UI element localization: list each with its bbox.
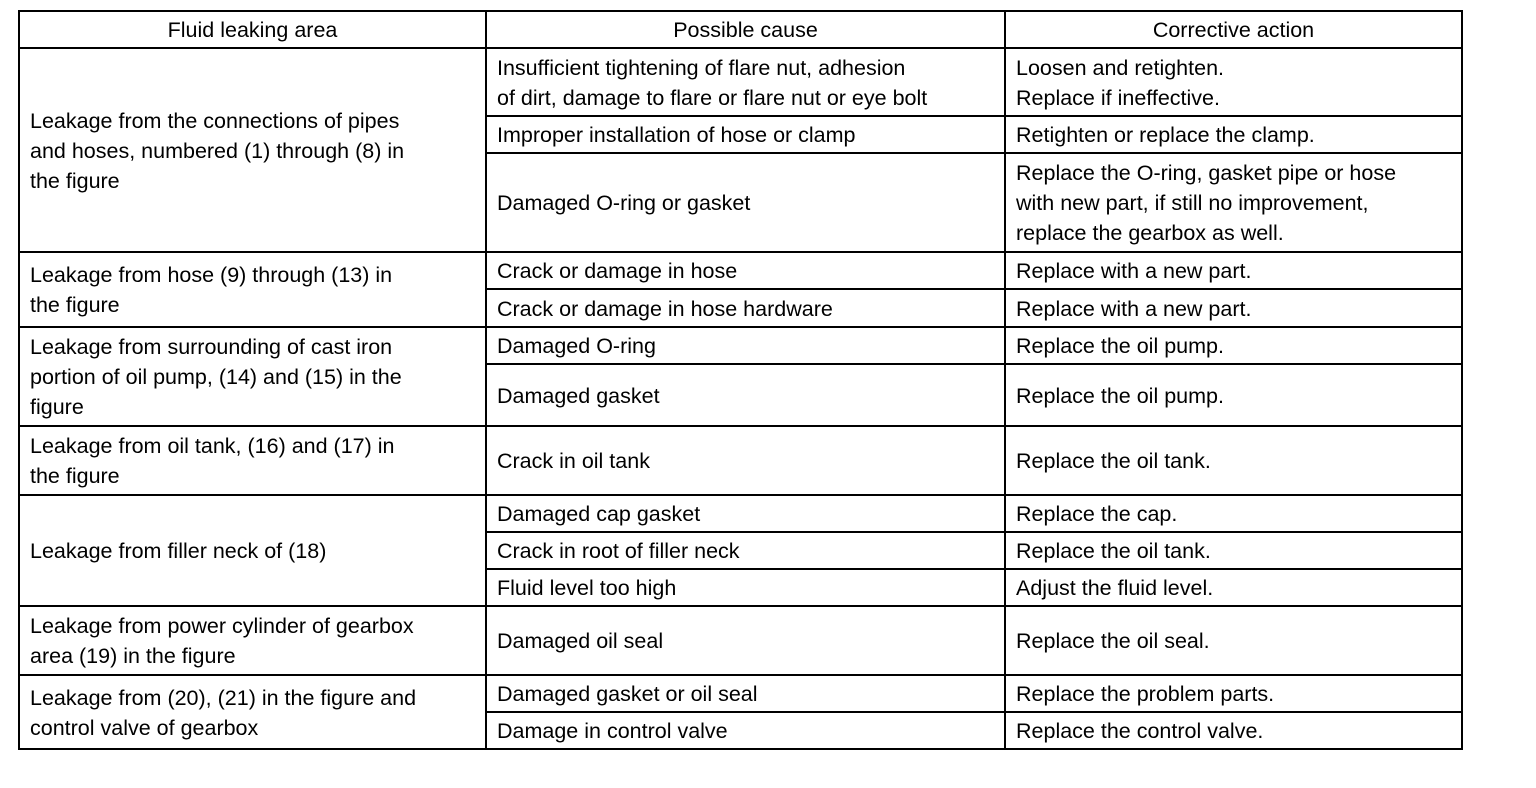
cause-cell: Insufficient tightening of flare nut, adhesion of dirt, damage to flare or flare nut or eye bolt bbox=[486, 48, 1005, 116]
action-cell: Retighten or replace the clamp. bbox=[1005, 116, 1462, 153]
header-row bbox=[19, 11, 1462, 48]
cause-cell: Damage in control valve bbox=[486, 712, 1005, 749]
cause-cell: Crack in oil tank bbox=[486, 426, 1005, 495]
action-cell: Replace the cap. bbox=[1005, 495, 1462, 532]
action-cell: Replace the oil pump. bbox=[1005, 364, 1462, 426]
cause-cell: Improper installation of hose or clamp bbox=[486, 116, 1005, 153]
action-cell: Replace the oil pump. bbox=[1005, 327, 1462, 364]
header-corrective-action: Corrective action bbox=[1005, 11, 1462, 48]
leak-area-cell: Leakage from (20), (21) in the figure and control valve of gearbox bbox=[19, 675, 486, 749]
leak-area-cell: Leakage from hose (9) through (13) in the figure bbox=[19, 252, 486, 327]
table-row bbox=[19, 48, 1462, 116]
cause-cell: Damaged gasket bbox=[486, 364, 1005, 426]
action-cell: Replace the O-ring, gasket pipe or hose with new part, if still no improvement, replace the gearbox as well. bbox=[1005, 153, 1462, 252]
cause-cell: Damaged cap gasket bbox=[486, 495, 1005, 532]
header-fluid-leaking-area: Fluid leaking area bbox=[19, 11, 486, 48]
table-row bbox=[19, 606, 1462, 675]
cause-cell: Fluid level too high bbox=[486, 569, 1005, 606]
action-cell: Replace with a new part. bbox=[1005, 252, 1462, 289]
action-cell: Replace with a new part. bbox=[1005, 289, 1462, 327]
action-cell: Adjust the fluid level. bbox=[1005, 569, 1462, 606]
cause-cell: Crack or damage in hose hardware bbox=[486, 289, 1005, 327]
action-cell: Replace the control valve. bbox=[1005, 712, 1462, 749]
action-cell: Replace the oil seal. bbox=[1005, 606, 1462, 675]
action-cell: Replace the problem parts. bbox=[1005, 675, 1462, 712]
table-row bbox=[19, 495, 1462, 532]
cause-cell: Crack in root of filler neck bbox=[486, 532, 1005, 569]
table-row bbox=[19, 252, 1462, 289]
cause-cell: Crack or damage in hose bbox=[486, 252, 1005, 289]
leak-area-cell: Leakage from oil tank, (16) and (17) in the figure bbox=[19, 426, 486, 495]
cause-cell: Damaged oil seal bbox=[486, 606, 1005, 675]
table-row bbox=[19, 327, 1462, 364]
action-cell: Loosen and retighten. Replace if ineffective. bbox=[1005, 48, 1462, 116]
cause-cell: Damaged O-ring or gasket bbox=[486, 153, 1005, 252]
action-cell: Replace the oil tank. bbox=[1005, 532, 1462, 569]
leak-area-cell: Leakage from the connections of pipes and hoses, numbered (1) through (8) in the figure bbox=[19, 48, 486, 252]
leak-area-cell: Leakage from filler neck of (18) bbox=[19, 495, 486, 606]
cause-cell: Damaged gasket or oil seal bbox=[486, 675, 1005, 712]
leak-area-cell: Leakage from power cylinder of gearbox area (19) in the figure bbox=[19, 606, 486, 675]
table-row bbox=[19, 426, 1462, 495]
table-row bbox=[19, 675, 1462, 712]
action-cell: Replace the oil tank. bbox=[1005, 426, 1462, 495]
header-possible-cause: Possible cause bbox=[486, 11, 1005, 48]
leak-area-cell: Leakage from surrounding of cast iron portion of oil pump, (14) and (15) in the figure bbox=[19, 327, 486, 426]
troubleshooting-table bbox=[18, 10, 1463, 750]
cause-cell: Damaged O-ring bbox=[486, 327, 1005, 364]
